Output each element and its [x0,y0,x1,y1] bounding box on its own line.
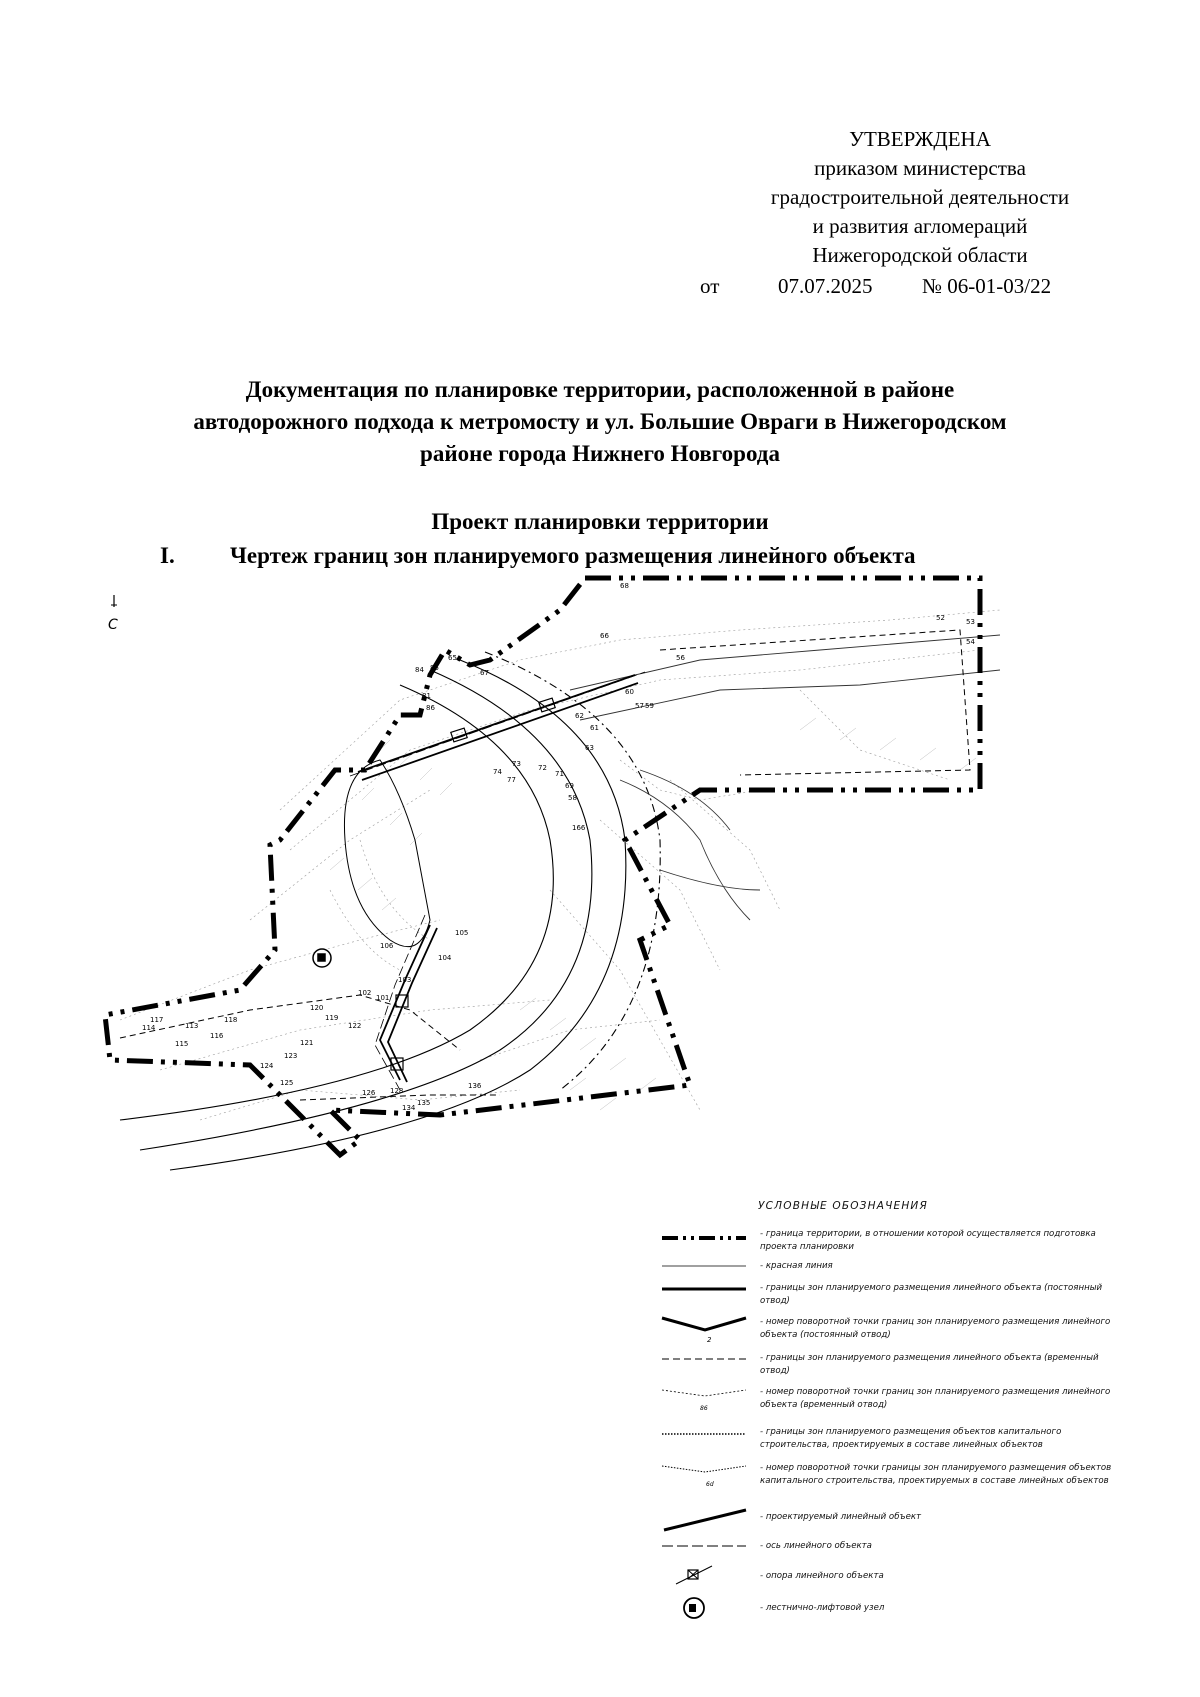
road-inner-loop [344,760,430,947]
point-label: 101 [376,994,390,1002]
document-title-line-3: районе города Нижнего Новгорода [420,441,780,466]
point-label: 104 [438,954,452,962]
point-label: 67 [480,669,489,677]
legend-text: - границы зон планируемого размещения линейного объекта (постоянный отвод) [760,1283,1103,1306]
document-title-line-1: Документация по планировке территории, расположенной в районе [245,377,955,402]
approval-number: № 06-01-03/22 [922,274,1052,298]
support-icon [660,1564,750,1598]
point-label: 53 [966,618,975,626]
point-label: 56 [676,654,685,662]
point-label: 86 [426,704,435,712]
point-label: 128 [390,1087,404,1095]
point-label: 123 [284,1052,298,1060]
chapter-title: Чертеж границ зон планируемого размещения линейного объекта [230,543,916,568]
point-label: 72 [538,764,547,772]
point-label: 63 [585,744,594,752]
permanent-point-symbol [660,1316,750,1350]
projected-linear-object-symbol [660,1506,750,1540]
point-label: 166 [572,824,586,832]
approval-from-label: от [700,274,720,298]
point-label: 116 [210,1032,224,1040]
point-label: 84 [415,666,424,674]
point-label: 114 [142,1024,156,1032]
legend-text: - номер поворотной точки границ зон планируемого размещения линейного объекта (постоянный отвод) [760,1317,1111,1340]
point-label: 73 [512,760,521,768]
legend-text: - красная линия [760,1261,833,1271]
north-arrow-label: С [108,617,118,633]
site-plan-drawing [100,582,1120,1230]
point-label: 65 [448,654,457,662]
point-label: 61 [590,724,599,732]
approval-date: 07.07.2025 [778,274,873,298]
point-label: 59 [645,702,654,710]
legend-text: - номер поворотной точки границ зон планируемого размещения линейного объекта (временный отвод) [760,1387,1111,1410]
point-labels [142,582,975,1112]
permanent-zone-symbol [660,1282,750,1316]
legend-text: - проектируемый линейный объект [760,1512,922,1522]
point-label: 68 [620,582,629,590]
point-label: 119 [325,1014,339,1022]
point-label: 120 [310,1004,324,1012]
point-label: 66 [600,632,609,640]
point-label: 77 [507,776,516,784]
section-title: Проект планировки территории [431,509,769,534]
territory-boundary-symbol [660,1228,750,1262]
point-label: 62 [575,712,584,720]
point-label: 134 [402,1104,416,1112]
point-label: 126 [362,1089,376,1097]
point-label: 54 [966,638,975,646]
stair-lift-unit [313,949,331,967]
point-label: 85 [430,664,439,672]
svg-text:2: 2 [707,1336,712,1344]
legend-text: - номер поворотной точки границы зон планируемого размещения объектов капитального строительства, проектируемых в составе линейных объектов [760,1463,1112,1486]
capital-construction-zone-symbol [660,1426,750,1460]
chapter-number: I. [160,543,175,568]
svg-text:86: 86 [700,1405,708,1412]
capital-construction-point-symbol [660,1462,750,1496]
point-label: 121 [300,1039,314,1047]
point-label: 60 [625,688,634,696]
temporary-zone-symbol [660,1352,750,1386]
point-label: 122 [348,1022,362,1030]
projected-linear-object [358,675,638,1082]
point-label: 81 [422,692,431,700]
approval-block [700,125,1140,304]
temporary-point-symbol [660,1386,750,1420]
point-label: 113 [185,1022,199,1030]
approval-date-row [700,270,1140,304]
point-label: 118 [224,1016,238,1024]
legend-text: - лестнично-лифтовой узел [760,1603,885,1613]
point-label: 57 [635,702,644,710]
point-label: 136 [468,1082,482,1090]
approval-heading: УТВЕРЖДЕНА [849,127,991,151]
document-title-line-2: автодорожного подхода к метромосту и ул. Большие Овраги в Нижегородском [193,409,1007,434]
approval-line-3: градостроительной деятельности [770,185,1070,209]
approval-line-5: Нижегородской области [812,243,1028,267]
approval-line-2: приказом министерства [814,156,1026,180]
point-label: 74 [493,768,502,776]
legend-text: - опора линейного объекта [760,1571,884,1581]
legend-text: - граница территории, в отношении которой осуществляется подготовка проекта планировки [760,1229,1096,1252]
point-label: 135 [417,1099,431,1107]
stair-lift-icon [660,1596,750,1630]
svg-text:6d: 6d [706,1481,714,1488]
point-label: 69 [565,782,574,790]
point-label: 58 [568,794,577,802]
point-label: 124 [260,1062,274,1070]
point-label: 52 [936,614,945,622]
legend-text: - границы зон планируемого размещения линейного объекта (временный отвод) [760,1353,1099,1376]
approval-line-4: и развития агломераций [812,214,1028,238]
document-title [60,374,1140,470]
legend-title: УСЛОВНЫЕ ОБОЗНАЧЕНИЯ [758,1200,928,1212]
point-label: 105 [455,929,469,937]
point-label: 125 [280,1079,294,1087]
point-label: 71 [555,770,564,778]
point-label: 117 [150,1016,164,1024]
secondary-roads [570,635,1000,920]
point-label: 102 [358,989,372,997]
point-label: 115 [175,1040,189,1048]
legend-text: - границы зон планируемого размещения объектов капитального строительства, проектируемых в составе линейных объектов [760,1427,1062,1450]
point-label: 106 [380,942,394,950]
legend-text: - ось линейного объекта [760,1541,872,1551]
point-label: 103 [398,976,412,984]
